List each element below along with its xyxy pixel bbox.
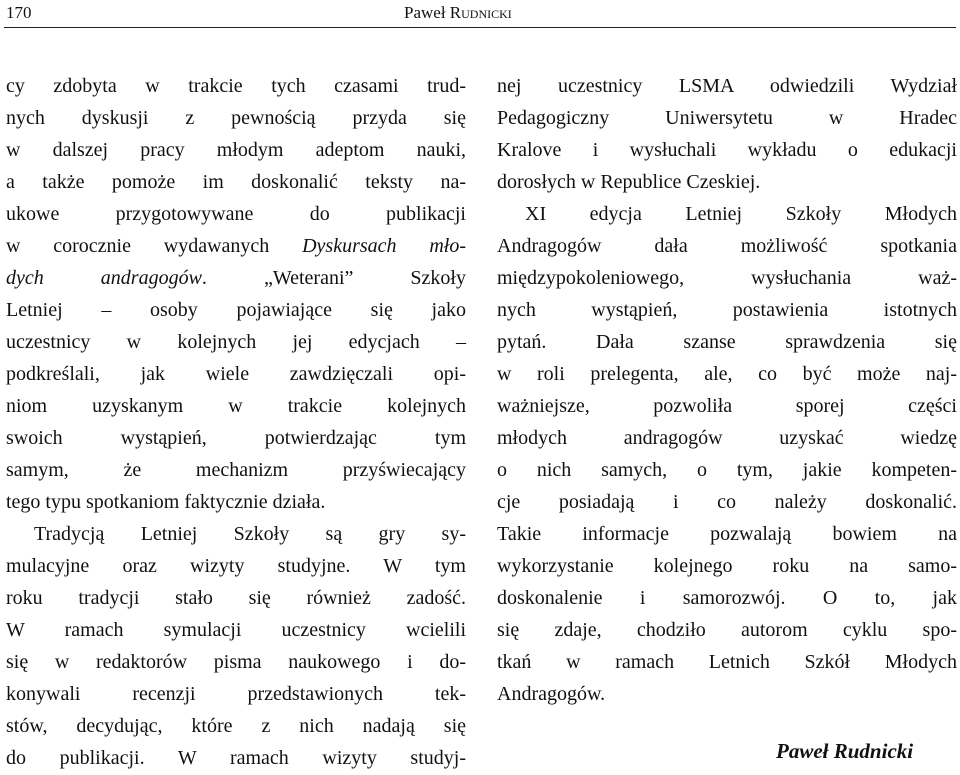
text-line: tego typu spotkaniom faktycznie działa. <box>6 491 326 513</box>
text-line: podkreślali, jak wiele zawdzięczali opi- <box>6 363 466 385</box>
author-signature: Paweł Rudnicki <box>776 739 914 763</box>
text-line: się zdaje, chodziło autorom cyklu spo- <box>497 619 957 641</box>
text-line: wykorzystanie kolejnego roku na samo- <box>497 555 957 577</box>
text-line: nej uczestnicy LSMA odwiedzili Wydział <box>497 75 957 97</box>
text-line: nych wystąpień, postawienia istotnych <box>497 299 957 321</box>
text-line: uczestnicy w kolejnych jej edycjach – <box>6 331 466 353</box>
running-head <box>404 3 512 23</box>
text-line: W ramach symulacji uczestnicy wcielili <box>6 619 466 641</box>
page-header <box>0 0 960 28</box>
italic-title: dych andragogów <box>6 267 202 289</box>
text-line: młodych andragogów uzyskać wiedzę <box>497 427 957 449</box>
text-line: niom uzyskanym w trakcie kolejnych <box>6 395 466 417</box>
text-line: w corocznie wydawanych Dyskursach mło- <box>6 235 466 257</box>
text-line: ukowe przygotowywane do publikacji <box>6 203 466 225</box>
right-column <box>497 70 957 710</box>
text-line: samym, że mechanizm przyświecający <box>6 459 466 481</box>
text-line: Tradycją Letniej Szkoły są gry sy- <box>34 523 466 545</box>
running-head-first-name: Paweł <box>404 3 450 22</box>
text-line: stów, decydując, które z nich nadają się <box>6 715 466 737</box>
text-line: Andragogów. <box>497 683 606 705</box>
text-line: a także pomoże im doskonalić teksty na- <box>6 171 466 193</box>
left-column <box>6 70 466 774</box>
text-line: Pedagogiczny Uniwersytetu w Hradec <box>497 107 957 129</box>
text-line: w roli prelegenta, ale, co być może naj- <box>497 363 957 385</box>
page-number: 170 <box>6 3 32 22</box>
text-line: ważniejsze, pozwoliła sporej części <box>497 395 957 417</box>
text-line: swoich wystąpień, potwierdzając tym <box>6 427 466 449</box>
text-line: mulacyjne oraz wizyty studyjne. W tym <box>6 555 466 577</box>
running-head-surname: Rudnicki <box>449 3 512 22</box>
text-line: do publikacji. W ramach wizyty studyj- <box>6 747 466 769</box>
text-line: Takie informacje pozwalają bowiem na <box>497 523 957 545</box>
text-line: doskonalenie i samorozwój. O to, jak <box>497 587 957 609</box>
text-line: się w redaktorów pisma naukowego i do- <box>6 651 466 673</box>
text-line: międzypokoleniowego, wysłuchania waż- <box>497 267 957 289</box>
text-line: pytań. Dała szanse sprawdzenia się <box>497 331 957 353</box>
text-line: Andragogów dała możliwość spotkania <box>497 235 957 257</box>
text-line: Kralove i wysłuchali wykładu o edukacji <box>497 139 957 161</box>
text-line: nych dyskusji z pewnością przyda się <box>6 107 466 129</box>
text-line: tkań w ramach Letnich Szkół Młodych <box>497 651 957 673</box>
text-line: roku tradycji stało się również zadość. <box>6 587 466 609</box>
italic-title: Dyskursach mło- <box>302 235 466 257</box>
text-line: Letniej – osoby pojawiające się jako <box>6 299 466 321</box>
text-line: w dalszej pracy młodym adeptom nauki, <box>6 139 466 161</box>
text-line: o nich samych, o tym, jakie kompeten- <box>497 459 957 481</box>
text-line: konywali recenzji przedstawionych tek- <box>6 683 466 705</box>
text-line: cy zdobyta w trakcie tych czasami trud- <box>6 75 466 97</box>
text-line: cje posiadają i co należy doskonalić. <box>497 491 957 513</box>
text-line: XI edycja Letniej Szkoły Młodych <box>525 203 957 225</box>
header-rule <box>4 27 956 28</box>
text-line: dorosłych w Republice Czeskiej. <box>497 171 761 193</box>
text-line: dych andragogów. „Weterani” Szkoły <box>6 267 466 289</box>
